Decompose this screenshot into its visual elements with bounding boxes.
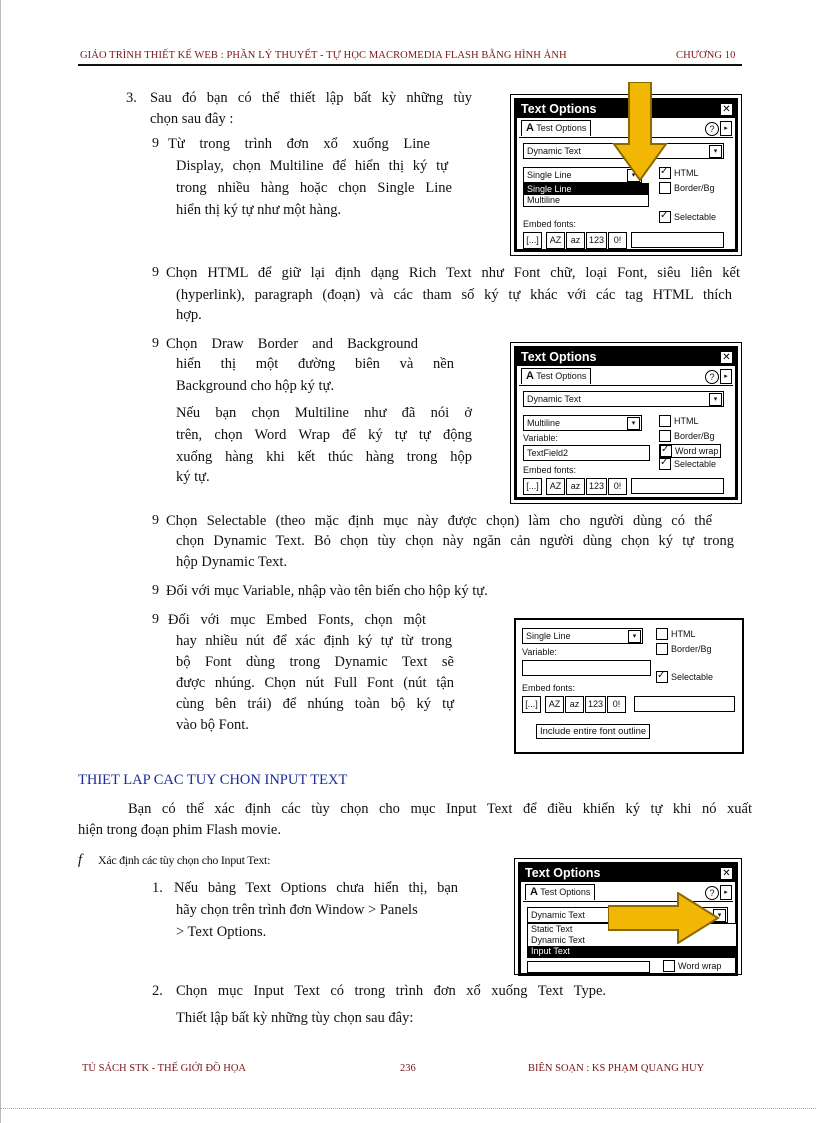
word-wrap-checkbox[interactable]: Word wrap [663, 960, 721, 972]
lowercase-button[interactable]: az [566, 478, 585, 495]
yellow-arrow-right-icon [608, 892, 720, 944]
bullet-marker: 9 [152, 513, 159, 528]
full-font-button[interactable]: [...] [523, 232, 542, 249]
embed-fonts-label: Embed fonts: [522, 683, 576, 693]
bullet-marker: 9 [152, 265, 159, 280]
chevron-down-icon[interactable]: ▾ [709, 393, 722, 406]
bullet6-line1: Đối với mục Embed Fonts, chọn một [168, 612, 426, 628]
numbers-button[interactable]: 123 [585, 696, 606, 713]
punctuation-button[interactable]: 0! [608, 478, 627, 495]
numbers-button[interactable]: 123 [586, 478, 607, 495]
footer-right: BIÊN SOẠN : KS PHẠM QUANG HUY [528, 1063, 705, 1074]
chevron-down-icon[interactable]: ▾ [713, 909, 726, 922]
help-icon[interactable]: ? [705, 886, 719, 900]
step3-line1: Sau đó bạn có thể thiết lập bất kỳ những tùy [150, 90, 472, 106]
header-chapter: CHƯƠNG 10 [676, 50, 736, 61]
panel-title: Text Options [521, 102, 597, 116]
chevron-down-icon[interactable]: ▾ [627, 417, 640, 430]
option-multiline[interactable]: Multiline [527, 195, 561, 205]
help-icon[interactable]: ? [705, 370, 719, 384]
section-title: THIET LAP CAC TUY CHON INPUT TEXT [78, 772, 348, 788]
embed-chars-field[interactable] [631, 232, 724, 248]
embed-chars-field[interactable] [631, 478, 724, 494]
bullet3-line2: hiển thị một đường biên và nền [176, 356, 454, 372]
chevron-down-icon[interactable]: ▾ [627, 169, 640, 182]
f-label: Xác định các tùy chọn cho Input Text: [98, 853, 271, 867]
bullet4-line3: hộp Dynamic Text. [176, 554, 288, 570]
text-options-panel-2 [510, 342, 742, 504]
bullet1-line3: trong nhiều hàng hoặc chọn Single Line [176, 180, 452, 196]
bullet6-line2: hay nhiều nút để xác định ký tự từ trong [176, 633, 452, 649]
border-bg-checkbox[interactable]: Border/Bg [656, 643, 712, 655]
option-dynamic-text[interactable]: Dynamic Text [531, 935, 585, 945]
variable-field[interactable] [527, 961, 650, 973]
bullet6-line6: vào bộ Font. [176, 717, 249, 733]
step2-number: 2. [152, 983, 163, 999]
text-type-dropdown[interactable] [523, 391, 724, 407]
border-bg-checkbox[interactable]: Border/Bg [659, 430, 715, 442]
line-display-value: Multiline [527, 418, 561, 428]
footer-left: TỦ SÁCH STK - THẾ GIỚI ĐỒ HỌA [82, 1063, 247, 1074]
variable-label: Variable: [522, 647, 557, 657]
intro-line2: hiện trong đoạn phim Flash movie. [78, 822, 281, 838]
embed-chars-field[interactable] [634, 696, 735, 712]
html-checkbox[interactable]: HTML ✓ [659, 167, 699, 179]
bullet3-p2-line3: xuống hàng khi kết thúc hàng trong hộp [176, 449, 472, 465]
panel-title: Text Options [525, 866, 601, 880]
step3-line2: chọn sau đây : [150, 111, 234, 127]
panel-tabrow [519, 368, 733, 386]
bullet6-line4: được nhúng. Chọn nút Full Font (nút tận [176, 675, 454, 691]
embed-fonts-panel [514, 618, 744, 754]
step1-line2: hãy chọn trên trình đơn Window > Panels [176, 902, 418, 918]
step2-line2: Thiết lập bất kỳ những tùy chọn sau đây: [176, 1010, 414, 1026]
html-checkbox[interactable]: HTML [659, 415, 699, 427]
chevron-down-icon[interactable]: ▾ [628, 630, 641, 643]
option-single-line[interactable]: Single Line [524, 184, 648, 195]
bullet-marker: 9 [152, 583, 159, 598]
intro-line1: Bạn có thể xác định các tùy chọn cho mục Input Text để điều khiển ký tự khi nó xuất [128, 801, 752, 817]
text-type-value: Dynamic Text [527, 394, 581, 404]
bullet-marker: 9 [152, 612, 159, 627]
border-bg-checkbox[interactable]: Border/Bg [659, 182, 715, 194]
bullet2-line2: (hyperlink), paragraph (đoạn) và các tham số ký tự khác với các tag HTML thích [176, 287, 732, 303]
tab-text-options[interactable] [525, 884, 595, 900]
numbers-button[interactable]: 123 [586, 232, 607, 249]
panel-title: Text Options [521, 350, 597, 364]
yellow-arrow-down-icon [612, 82, 668, 182]
line-display-list[interactable] [523, 183, 649, 207]
panel-menu-icon[interactable]: ▸ [720, 885, 732, 900]
full-font-button[interactable]: [...] [523, 478, 542, 495]
bullet1-line2: Display, chọn Multiline để hiển thị ký tự [176, 158, 448, 174]
word-wrap-checkbox[interactable]: Word wrap ✓ [659, 444, 721, 458]
panel-menu-icon[interactable]: ▸ [720, 369, 732, 384]
selectable-checkbox[interactable]: Selectable ✓ [659, 458, 716, 470]
tab-text-options[interactable] [521, 120, 591, 136]
uppercase-button[interactable]: AZ [546, 478, 565, 495]
uppercase-button[interactable]: AZ [546, 232, 565, 249]
variable-field[interactable]: TextField2 [523, 445, 650, 461]
panel-titlebar [517, 349, 735, 366]
tab-label: Test Options [536, 371, 587, 381]
variable-label: Variable: [523, 433, 558, 443]
panel-menu-icon[interactable]: ▸ [720, 121, 732, 136]
selectable-checkbox[interactable]: Selectable ✓ [659, 211, 716, 223]
header-title: GIÁO TRÌNH THIẾT KẾ WEB : PHẦN LÝ THUYẾT - TỰ HỌC MACROMEDIA FLASH BẰNG HÌNH ẢNH [80, 50, 567, 61]
header-rule [78, 64, 742, 66]
page-number: 236 [400, 1063, 416, 1074]
bullet3-p2-line1: Nếu bạn chọn Multiline như đã nói ở [176, 405, 472, 421]
option-input-text[interactable]: Input Text [528, 946, 736, 957]
line-display-dropdown[interactable] [523, 415, 642, 431]
text-tool-icon: A [526, 370, 534, 382]
panel-titlebar [521, 865, 735, 882]
text-tool-icon: A [530, 886, 538, 898]
close-icon[interactable]: ✕ [722, 104, 731, 115]
step1-line3: > Text Options. [176, 924, 267, 940]
chevron-down-icon[interactable]: ▾ [709, 145, 722, 158]
text-type-value: Dynamic Text [531, 910, 585, 920]
step2-line1: Chọn mục Input Text có trong trình đơn xổ xuống Text Type. [176, 983, 606, 999]
text-type-value: Dynamic Text [527, 146, 581, 156]
text-tool-icon: A [526, 122, 534, 134]
close-icon[interactable]: ✕ [722, 868, 731, 879]
step1-line1: Nếu bảng Text Options chưa hiển thị, bạn [174, 880, 458, 896]
bullet-marker: 9 [152, 136, 159, 151]
bullet4-line2: chọn Dynamic Text. Bỏ chọn tùy chọn này ngăn cản người dùng chọn ký tự trong [176, 533, 734, 549]
punctuation-button[interactable]: 0! [607, 696, 626, 713]
selectable-checkbox[interactable]: Selectable ✓ [656, 671, 713, 683]
bullet-marker: 9 [152, 336, 159, 351]
bullet6-line3: bộ Font dùng trong Dynamic Text sẽ [176, 654, 454, 670]
bullet3-line1: Chọn Draw Border and Background [166, 336, 418, 352]
tab-label: Test Options [540, 887, 591, 897]
embed-fonts-label: Embed fonts: [523, 465, 577, 475]
tab-text-options[interactable] [521, 368, 591, 384]
bullet1-line1: Từ trong trình đơn xổ xuống Line [168, 136, 430, 152]
bullet2-line1: Chọn HTML để giữ lại định dạng Rich Text như Font chữ, loại Font, siêu liên kết [166, 265, 740, 281]
bullet3-line3: Background cho hộp ký tự. [176, 378, 335, 394]
variable-field[interactable] [522, 660, 651, 676]
page-bottom-edge [0, 1108, 816, 1109]
bullet4-line1: Chọn Selectable (theo mặc định mục này được chọn) làm cho người dùng có thể [166, 513, 712, 529]
line-display-dropdown[interactable] [522, 628, 643, 644]
tab-label: Test Options [536, 123, 587, 133]
bullet2-line3: hợp. [176, 307, 202, 323]
bullet3-p2-line2: trên, chọn Word Wrap để ký tự tự động [176, 427, 472, 443]
full-font-button[interactable]: [...] [522, 696, 541, 713]
step1-number: 1. [152, 880, 163, 896]
html-checkbox[interactable]: HTML [656, 628, 696, 640]
option-static-text[interactable]: Static Text [531, 924, 573, 934]
tooltip: Include entire font outline [536, 724, 650, 739]
page-edge [0, 0, 1, 1123]
line-display-value: Single Line [526, 631, 571, 641]
bullet6-line5: cùng bên trái) để nhúng toàn bộ ký tự [176, 696, 454, 712]
line-display-value: Single Line [527, 170, 572, 180]
uppercase-button[interactable]: AZ [545, 696, 564, 713]
embed-fonts-label: Embed fonts: [523, 219, 577, 229]
punctuation-button[interactable]: 0! [608, 232, 627, 249]
bullet3-p2-line4: ký tự. [176, 469, 210, 485]
lowercase-button[interactable]: az [566, 232, 585, 249]
help-icon[interactable]: ? [705, 122, 719, 136]
bullet5-line1: Đối với mục Variable, nhập vào tên biến cho hộp ký tự. [166, 583, 488, 599]
f-marker: f [78, 852, 83, 868]
lowercase-button[interactable]: az [565, 696, 584, 713]
close-icon[interactable]: ✕ [722, 352, 731, 363]
step3-number: 3. [126, 90, 137, 106]
bullet1-line4: hiển thị ký tự như một hàng. [176, 202, 342, 218]
